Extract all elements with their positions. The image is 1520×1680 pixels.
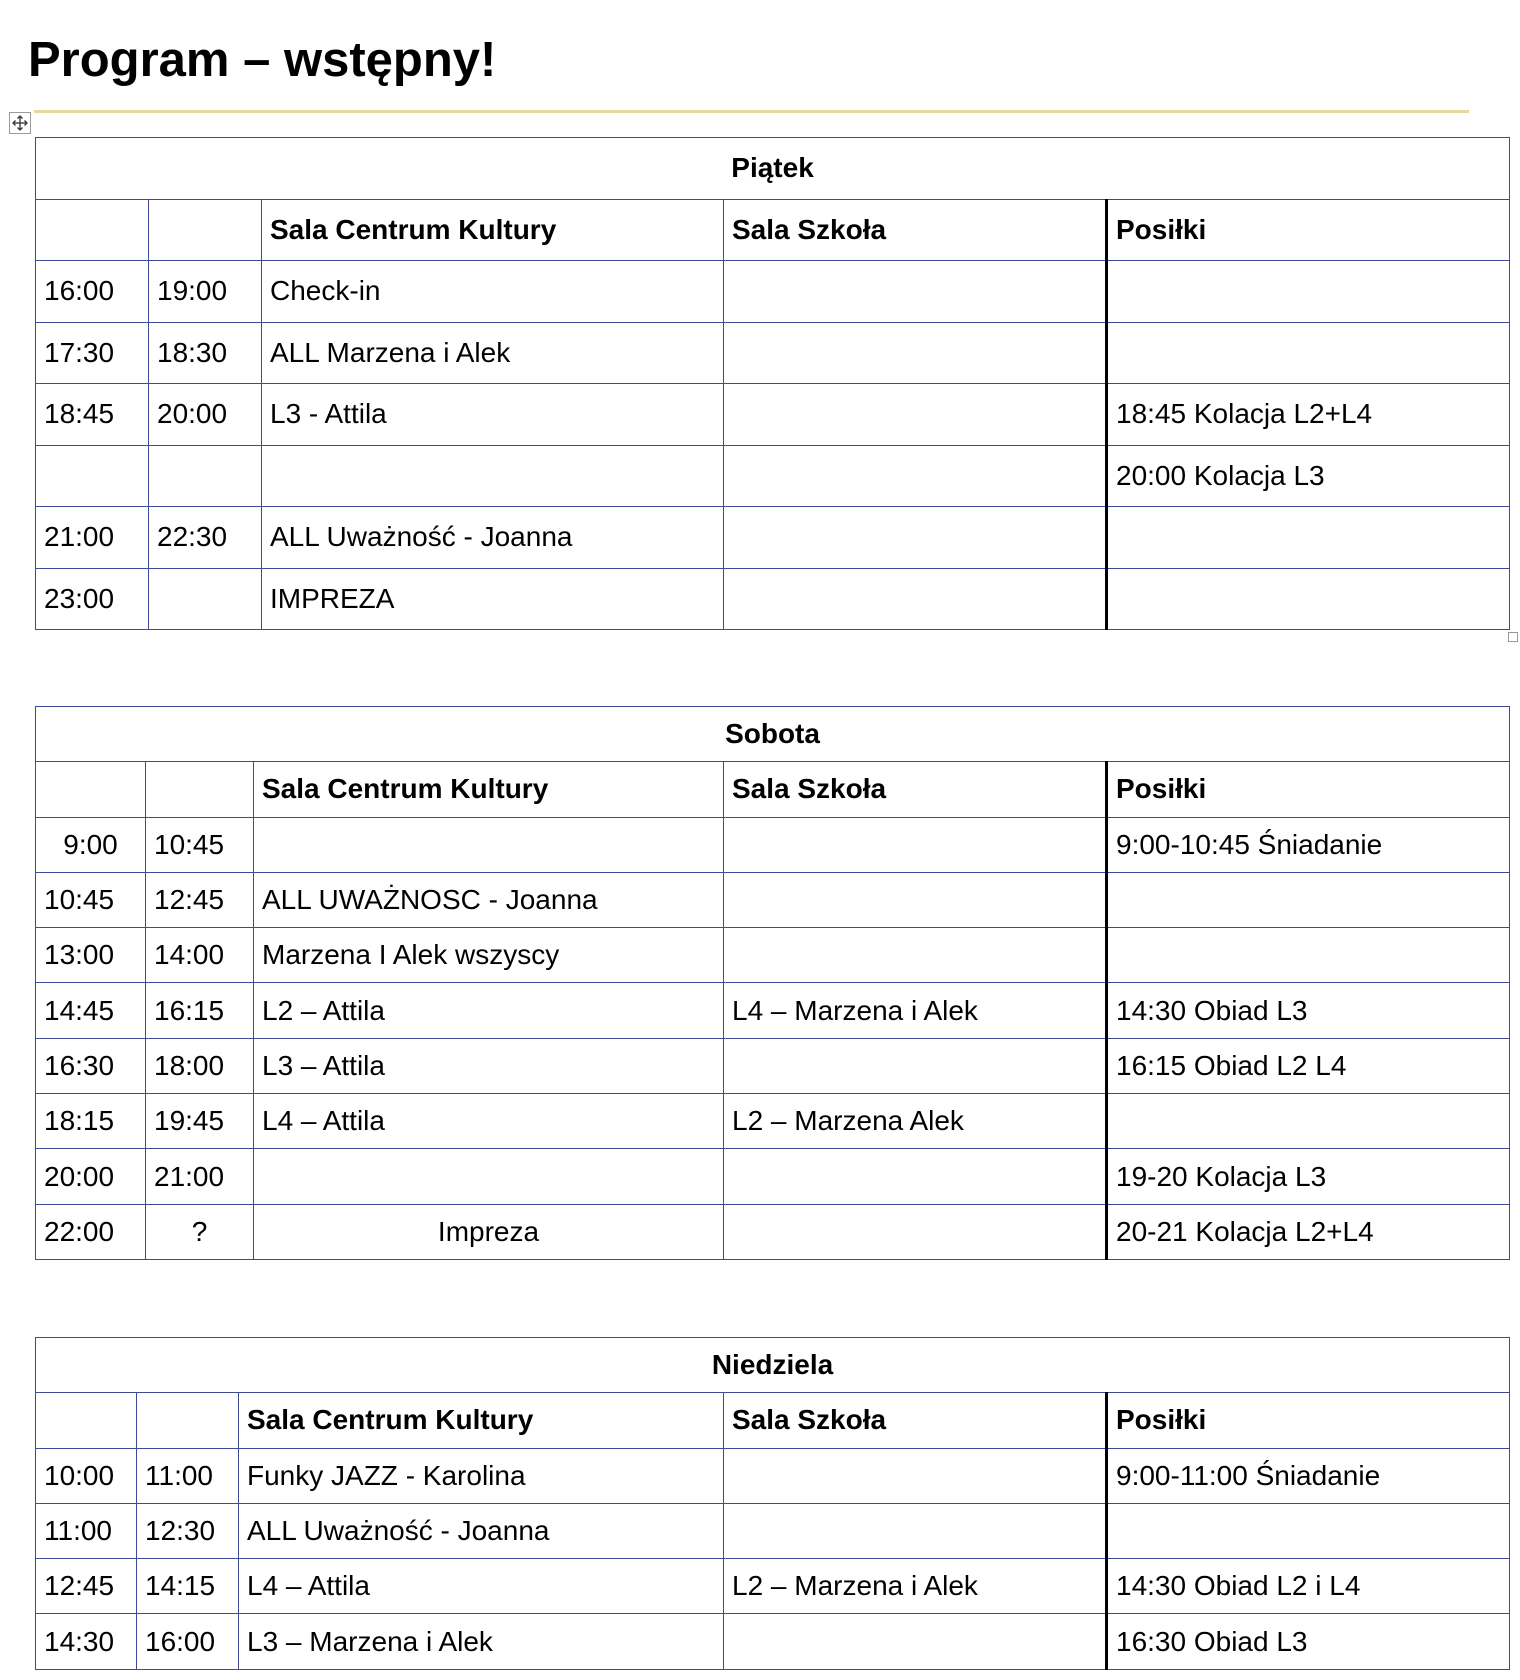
table-row bbox=[36, 1448, 1510, 1503]
table-row bbox=[36, 817, 1510, 872]
day-title: Niedziela bbox=[36, 1338, 1510, 1393]
cell-sala-szkola bbox=[724, 872, 1107, 927]
cell-end bbox=[149, 445, 262, 507]
cell-sala-centrum bbox=[254, 817, 724, 872]
cell-posilki: 14:30 Obiad L2 i L4 bbox=[1107, 1559, 1510, 1614]
cell-posilki bbox=[1107, 872, 1510, 927]
cell-sala-centrum: L3 - Attila bbox=[262, 384, 724, 446]
day-header-row bbox=[36, 1338, 1510, 1393]
column-header-row bbox=[36, 762, 1510, 817]
cell-sala-centrum bbox=[254, 1149, 724, 1204]
cell-sala-szkola bbox=[724, 261, 1107, 323]
header-sala-centrum: Sala Centrum Kultury bbox=[254, 762, 724, 817]
cell-posilki bbox=[1107, 568, 1510, 630]
cell-posilki bbox=[1107, 1503, 1510, 1558]
cell-sala-szkola bbox=[724, 1038, 1107, 1093]
header-sala-szkola: Sala Szkoła bbox=[724, 762, 1107, 817]
cell-end: ? bbox=[146, 1204, 254, 1259]
cell-posilki: 19-20 Kolacja L3 bbox=[1107, 1149, 1510, 1204]
header-start bbox=[36, 1393, 137, 1448]
header-sala-szkola: Sala Szkoła bbox=[724, 199, 1107, 261]
cell-sala-centrum: ALL UWAŻNOSC - Joanna bbox=[254, 872, 724, 927]
cell-end: 12:45 bbox=[146, 872, 254, 927]
cell-start: 22:00 bbox=[36, 1204, 146, 1259]
table-row bbox=[36, 1559, 1510, 1614]
cell-end: 22:30 bbox=[149, 507, 262, 569]
cell-start: 16:00 bbox=[36, 261, 149, 323]
cell-sala-centrum: Marzena I Alek wszyscy bbox=[254, 928, 724, 983]
cell-posilki bbox=[1107, 928, 1510, 983]
cell-start: 11:00 bbox=[36, 1503, 137, 1558]
table-row bbox=[36, 261, 1510, 323]
cell-sala-centrum: L2 – Attila bbox=[254, 983, 724, 1038]
table-row bbox=[36, 1149, 1510, 1204]
cell-sala-centrum: ALL Uważność - Joanna bbox=[239, 1503, 724, 1558]
header-posilki: Posiłki bbox=[1107, 1393, 1510, 1448]
cell-start bbox=[36, 445, 149, 507]
cell-end: 14:00 bbox=[146, 928, 254, 983]
header-posilki: Posiłki bbox=[1107, 199, 1510, 261]
cell-posilki bbox=[1107, 507, 1510, 569]
column-header-row bbox=[36, 1393, 1510, 1448]
cell-start: 10:45 bbox=[36, 872, 146, 927]
move-arrows-icon[interactable] bbox=[9, 112, 31, 134]
cell-sala-szkola bbox=[724, 384, 1107, 446]
cell-sala-szkola bbox=[724, 507, 1107, 569]
cell-posilki: 20-21 Kolacja L2+L4 bbox=[1107, 1204, 1510, 1259]
cell-sala-szkola bbox=[724, 1614, 1107, 1669]
cell-posilki bbox=[1107, 261, 1510, 323]
cell-posilki: 9:00-11:00 Śniadanie bbox=[1107, 1448, 1510, 1503]
cell-end bbox=[149, 568, 262, 630]
cell-end: 11:00 bbox=[137, 1448, 239, 1503]
cell-sala-centrum: L3 – Marzena i Alek bbox=[239, 1614, 724, 1669]
cell-start: 14:30 bbox=[36, 1614, 137, 1669]
cell-sala-centrum: Check-in bbox=[262, 261, 724, 323]
schedule-table-piatek bbox=[35, 137, 1510, 630]
cell-start: 16:30 bbox=[36, 1038, 146, 1093]
cell-end: 18:30 bbox=[149, 322, 262, 384]
cell-sala-centrum: Impreza bbox=[254, 1204, 724, 1259]
table-row bbox=[36, 1094, 1510, 1149]
title-underline bbox=[34, 110, 1469, 113]
table-row bbox=[36, 872, 1510, 927]
table-row bbox=[36, 1204, 1510, 1259]
cell-start: 10:00 bbox=[36, 1448, 137, 1503]
cell-end: 19:45 bbox=[146, 1094, 254, 1149]
cell-sala-szkola: L2 – Marzena Alek bbox=[724, 1094, 1107, 1149]
cell-sala-centrum: IMPREZA bbox=[262, 568, 724, 630]
cell-posilki: 16:15 Obiad L2 L4 bbox=[1107, 1038, 1510, 1093]
cell-end: 18:00 bbox=[146, 1038, 254, 1093]
cell-end: 14:15 bbox=[137, 1559, 239, 1614]
table-row bbox=[36, 1038, 1510, 1093]
cell-start: 12:45 bbox=[36, 1559, 137, 1614]
cell-start: 18:15 bbox=[36, 1094, 146, 1149]
cell-sala-centrum: L4 – Attila bbox=[254, 1094, 724, 1149]
cell-end: 16:00 bbox=[137, 1614, 239, 1669]
header-start bbox=[36, 762, 146, 817]
cell-posilki: 18:45 Kolacja L2+L4 bbox=[1107, 384, 1510, 446]
cell-sala-centrum: L4 – Attila bbox=[239, 1559, 724, 1614]
cell-posilki: 14:30 Obiad L3 bbox=[1107, 983, 1510, 1038]
table-row bbox=[36, 568, 1510, 630]
cell-start: 14:45 bbox=[36, 983, 146, 1038]
cell-start: 13:00 bbox=[36, 928, 146, 983]
cell-posilki: 20:00 Kolacja L3 bbox=[1107, 445, 1510, 507]
cell-sala-centrum: ALL Uważność - Joanna bbox=[262, 507, 724, 569]
cell-posilki: 9:00-10:45 Śniadanie bbox=[1107, 817, 1510, 872]
cell-start: 20:00 bbox=[36, 1149, 146, 1204]
cell-sala-centrum bbox=[262, 445, 724, 507]
table-row bbox=[36, 322, 1510, 384]
page-title: Program – wstępny! bbox=[28, 33, 497, 87]
cell-end: 16:15 bbox=[146, 983, 254, 1038]
header-start bbox=[36, 199, 149, 261]
table-row bbox=[36, 983, 1510, 1038]
cell-start: 17:30 bbox=[36, 322, 149, 384]
cell-sala-szkola bbox=[724, 568, 1107, 630]
table-row bbox=[36, 445, 1510, 507]
cell-sala-centrum: Funky JAZZ - Karolina bbox=[239, 1448, 724, 1503]
cell-start: 21:00 bbox=[36, 507, 149, 569]
header-sala-centrum: Sala Centrum Kultury bbox=[239, 1393, 724, 1448]
cell-end: 10:45 bbox=[146, 817, 254, 872]
cell-sala-centrum: ALL Marzena i Alek bbox=[262, 322, 724, 384]
cell-start: 23:00 bbox=[36, 568, 149, 630]
resize-handle-icon[interactable] bbox=[1508, 632, 1518, 642]
day-title: Sobota bbox=[36, 707, 1510, 762]
cell-sala-szkola bbox=[724, 817, 1107, 872]
cell-sala-szkola bbox=[724, 928, 1107, 983]
table-row bbox=[36, 928, 1510, 983]
header-posilki: Posiłki bbox=[1107, 762, 1510, 817]
cell-posilki bbox=[1107, 322, 1510, 384]
cell-end: 12:30 bbox=[137, 1503, 239, 1558]
table-row bbox=[36, 1614, 1510, 1669]
cell-sala-szkola bbox=[724, 1149, 1107, 1204]
cell-sala-centrum: L3 – Attila bbox=[254, 1038, 724, 1093]
schedule-table-niedziela bbox=[35, 1337, 1510, 1670]
day-header-row bbox=[36, 138, 1510, 200]
cell-end: 19:00 bbox=[149, 261, 262, 323]
cell-posilki bbox=[1107, 1094, 1510, 1149]
cell-sala-szkola bbox=[724, 1448, 1107, 1503]
cell-start: 9:00 bbox=[36, 817, 146, 872]
table-row bbox=[36, 507, 1510, 569]
cell-sala-szkola bbox=[724, 322, 1107, 384]
cell-sala-szkola: L4 – Marzena i Alek bbox=[724, 983, 1107, 1038]
cell-start: 18:45 bbox=[36, 384, 149, 446]
header-sala-szkola: Sala Szkoła bbox=[724, 1393, 1107, 1448]
header-sala-centrum: Sala Centrum Kultury bbox=[262, 199, 724, 261]
cell-sala-szkola bbox=[724, 445, 1107, 507]
table-row bbox=[36, 1503, 1510, 1558]
cell-end: 20:00 bbox=[149, 384, 262, 446]
cell-sala-szkola bbox=[724, 1204, 1107, 1259]
cell-sala-szkola: L2 – Marzena i Alek bbox=[724, 1559, 1107, 1614]
header-end bbox=[137, 1393, 239, 1448]
header-end bbox=[149, 199, 262, 261]
schedule-table-sobota bbox=[35, 706, 1510, 1260]
day-header-row bbox=[36, 707, 1510, 762]
cell-end: 21:00 bbox=[146, 1149, 254, 1204]
cell-sala-szkola bbox=[724, 1503, 1107, 1558]
day-title: Piątek bbox=[36, 138, 1510, 200]
column-header-row bbox=[36, 199, 1510, 261]
table-row bbox=[36, 384, 1510, 446]
cell-posilki: 16:30 Obiad L3 bbox=[1107, 1614, 1510, 1669]
header-end bbox=[146, 762, 254, 817]
